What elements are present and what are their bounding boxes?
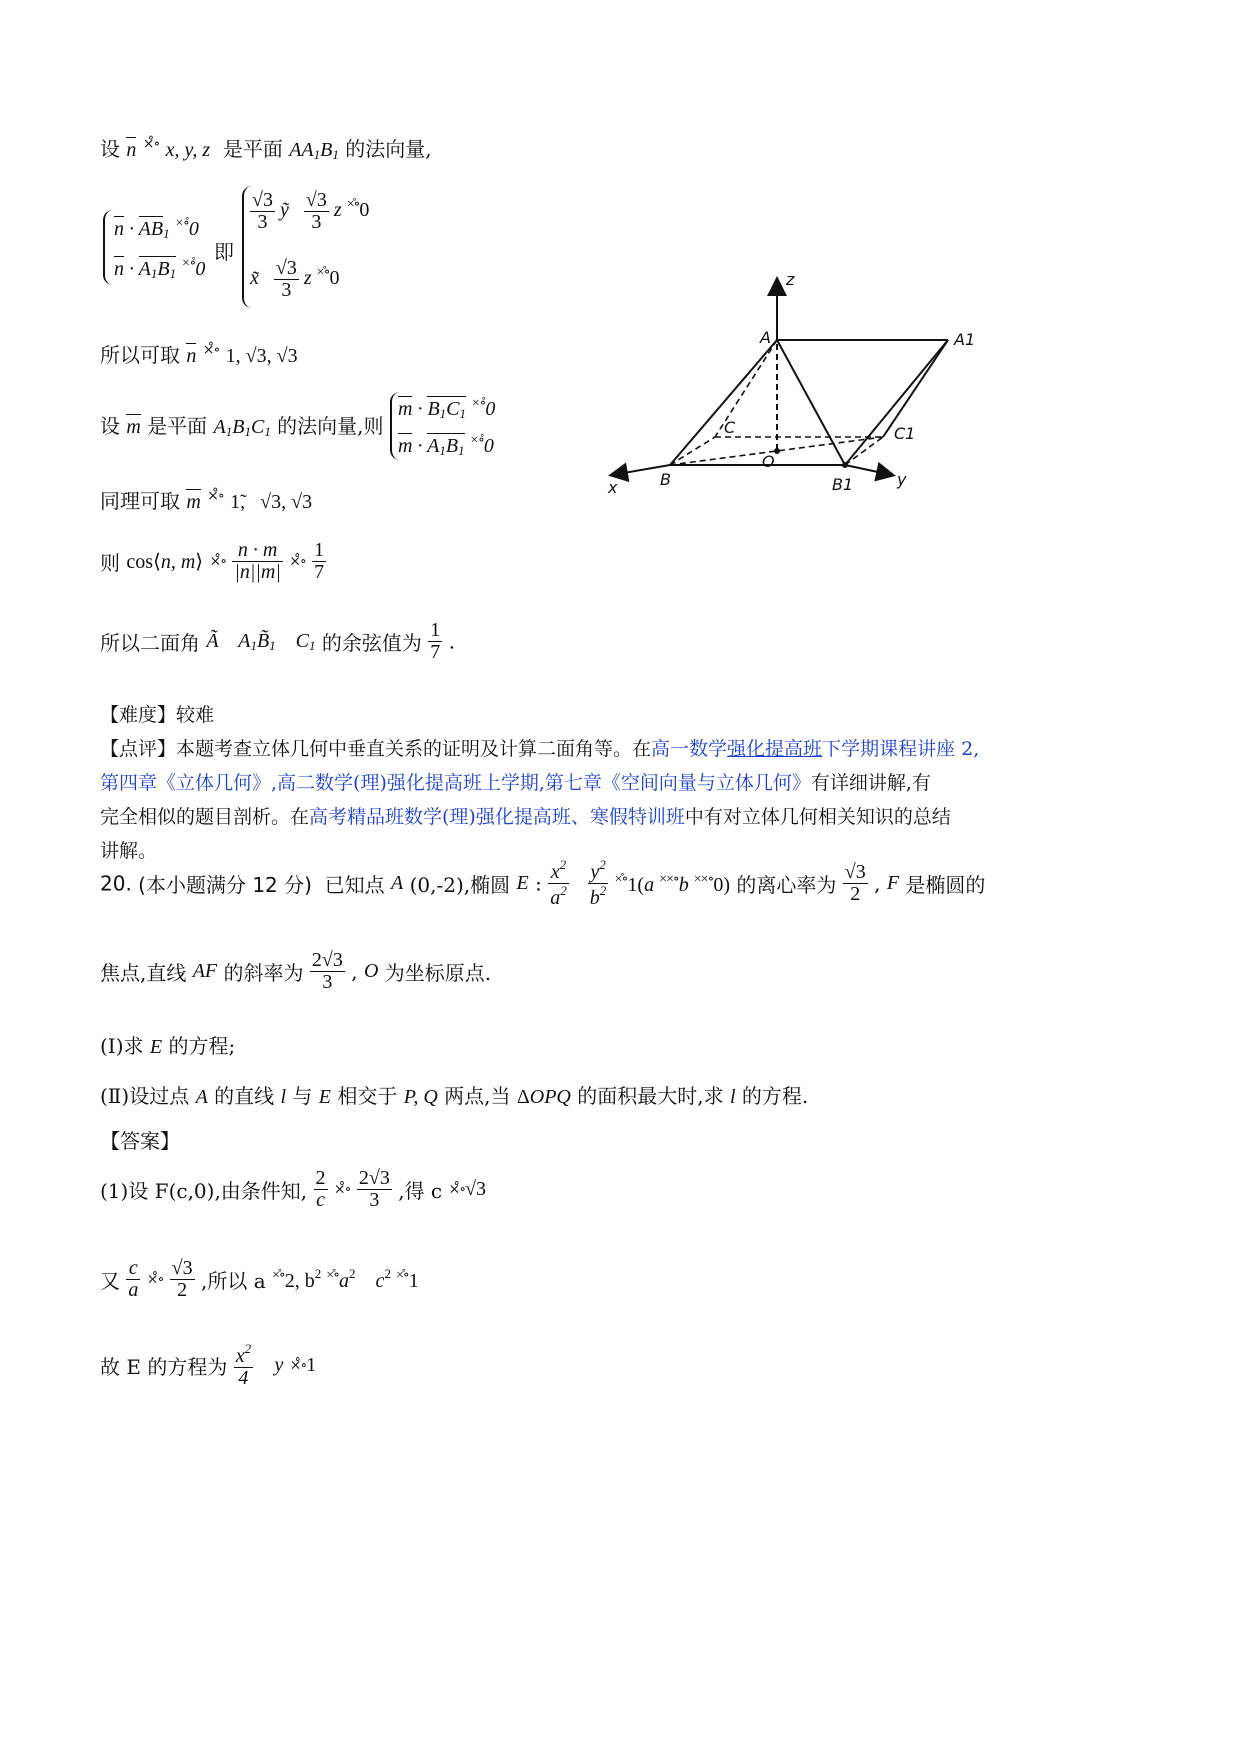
frac-num: 1 — [430, 619, 441, 641]
text: 的直线 — [214, 1084, 275, 1108]
difficulty-line — [100, 698, 1030, 732]
text: 焦点,直线 — [100, 961, 187, 985]
course-link-2[interactable]: 强化提高班 — [727, 738, 823, 760]
label-b1: B1 — [832, 475, 854, 494]
text: 所以二面角 — [100, 631, 200, 655]
text: 所以可取 — [100, 343, 180, 367]
text: 中有对立体几何相关知识的总结 — [684, 806, 951, 828]
course-link-4[interactable]: 第四章《立体几何》,高二数学(理)强化提高班上学期,第七章《空间向量与立体几何》 — [100, 772, 811, 794]
answer-label: 【答案】 — [100, 1129, 180, 1153]
text: 的方程; — [168, 1034, 236, 1058]
answer-step-3: 故 E 的方程为 $\frac{x^2}{4}$ y ×̊∘1 — [100, 1341, 317, 1389]
system-row-2: n · A1B1 ×̊∘0 — [114, 256, 206, 281]
review-block — [100, 698, 1030, 868]
text: ,所以 a — [201, 1269, 266, 1293]
comment-line-1 — [100, 732, 1030, 766]
course-link-5[interactable]: 高考精品班数学(理)强化提高班、寒假特训班 — [309, 806, 685, 828]
text: 是平面 — [147, 414, 208, 438]
problem-part-2: (Ⅱ)设过点 A 的直线 l 与 E 相交于 P, Q 两点,当 ΔOPQ 的面积最大时,求 l 的方程. — [100, 1084, 809, 1108]
text: 的余弦值为 — [321, 631, 422, 655]
brace-left — [103, 210, 113, 285]
problem-score: (本小题满分 12 分) — [138, 873, 312, 897]
answer-step-2: 又 $\frac{c}{a}$ ×̊∘ $\frac{√3}{2}$ ,所以 a ×̊∘2, $b^2$ $^{\times̊\circ}a^2$ $c^2$ ×̊∘1 — [100, 1257, 419, 1301]
label-z: z — [786, 270, 795, 289]
text: 的面积最大时,求 — [577, 1084, 724, 1108]
solution-line-3: 所以可取 n ×̊∘ 1, √3, √3 — [100, 342, 298, 367]
label-y: y — [897, 470, 907, 489]
problem-line-1: 20. (本小题满分 12 分) 已知点 A (0,-2),椭圆 E : $\frac{x^2}{a^2}$ $\frac{y^2}{b^2}$ ×̊∘1(a ××∘b ××∘0) 的离心率为 $\frac{√3}{2}$ , F 是椭圆的 — [100, 857, 986, 909]
label-a1: A1 — [954, 330, 976, 349]
solution-line-5: 同理可取 m ×̊∘ 1̃, √3, √3 — [100, 488, 313, 513]
text: 两点,当 — [444, 1084, 511, 1108]
label-a: A — [760, 328, 771, 347]
text: (Ⅰ)求 — [100, 1034, 144, 1058]
text: 设 — [100, 137, 120, 161]
text: 与 — [292, 1084, 313, 1108]
text: ,得 c — [398, 1179, 443, 1203]
math-plane: AA1B1 — [289, 139, 339, 162]
text: 是平面 — [222, 137, 283, 161]
course-link-3[interactable]: 下学期课程讲座 2, — [822, 738, 980, 760]
jin-label: 即 — [214, 240, 234, 264]
text: 设 — [100, 414, 120, 438]
text: 完全相似的题目剖析。在 — [100, 806, 310, 828]
label-c1: C1 — [894, 424, 916, 443]
math-glyph: ×̊∘ — [142, 136, 160, 152]
y-axis — [845, 465, 892, 475]
label-x: x — [608, 478, 618, 497]
text: 讲解。 — [100, 840, 158, 862]
text: (1)设 F(c,0),由条件知, — [100, 1179, 308, 1203]
system-m-row-2: m · A1B1 ×̊∘0 — [398, 433, 494, 458]
text: 为坐标原点. — [384, 961, 492, 985]
comment-line-3 — [100, 800, 1030, 834]
text: 是椭圆的 — [905, 873, 986, 897]
solution-line-4: 设 m 是平面 A1B1C1 的法向量,则 — [100, 414, 384, 439]
math-xyz: x, y, z — [165, 139, 211, 161]
text: 已知点 — [324, 873, 385, 897]
text: 的方程. — [741, 1084, 809, 1108]
comment-line-2 — [100, 766, 1030, 800]
text: 本题考查立体几何中垂直关系的证明及计算二面角等。在 — [176, 738, 652, 760]
problem-part-1: (Ⅰ)求 E 的方程; — [100, 1034, 236, 1058]
text: 又 — [100, 1269, 120, 1293]
text: 的法向量, — [345, 137, 432, 161]
solution-line-6: 则 cos⟨n, m⟩ ×̊∘ $\frac{n \cdot m}{|n||m|}$ ×̊∘ $\frac{1}{7}$ — [100, 539, 325, 583]
math-n-vec: n — [126, 139, 137, 161]
text: 的离心率为 — [736, 873, 837, 897]
problem-line-2: 焦点,直线 AF 的斜率为 $\frac{2√3}{3}$ , O 为坐标原点. — [100, 949, 492, 993]
system-row-3: $\frac{√3}{3}$ ỹ $\frac{√3}{3}$ z ×̊∘0 — [252, 189, 370, 233]
frac-den: 7 — [430, 641, 441, 663]
text: 的法向量,则 — [277, 414, 384, 438]
text: 有详细讲解,有 — [810, 772, 931, 794]
text: 相交于 — [337, 1084, 398, 1108]
system-row-1: n · AB1 ×̊∘0 — [114, 216, 199, 241]
problem-number: 20. — [100, 871, 132, 896]
solution-line-7: 所以二面角 Ã A1B̃1 C1 的余弦值为 $\frac{1}{7}$ . — [100, 619, 455, 663]
course-link-1[interactable]: 高一数学 — [651, 738, 728, 760]
solution-line-1 — [100, 133, 432, 163]
system-row-4: x̃ $\frac{√3}{3}$ z ×̊∘0 — [250, 257, 340, 301]
text: 的斜率为 — [223, 961, 304, 985]
answer-step-1: (1)设 F(c,0),由条件知, $\frac{2}{c}$ ×̊∘ $\frac{2√3}{3}$ ,得 c ×̊∘√3 — [100, 1167, 487, 1211]
text: (0,-2),椭圆 — [409, 873, 511, 897]
label-b: B — [660, 470, 671, 489]
label-c: C — [724, 418, 736, 437]
prism-figure — [600, 265, 1000, 505]
difficulty-label: 【难度】 — [100, 704, 177, 726]
difficulty-value: 较难 — [176, 704, 215, 726]
text: (Ⅱ)设过点 — [100, 1084, 190, 1108]
comment-label: 【点评】 — [100, 738, 177, 760]
text: 故 E 的方程为 — [100, 1355, 228, 1379]
system-m-row-1: m · B1C1 ×̊∘0 — [398, 396, 496, 421]
label-o: O — [762, 452, 775, 471]
text: 则 — [100, 551, 120, 575]
text: 同理可取 — [100, 489, 180, 513]
